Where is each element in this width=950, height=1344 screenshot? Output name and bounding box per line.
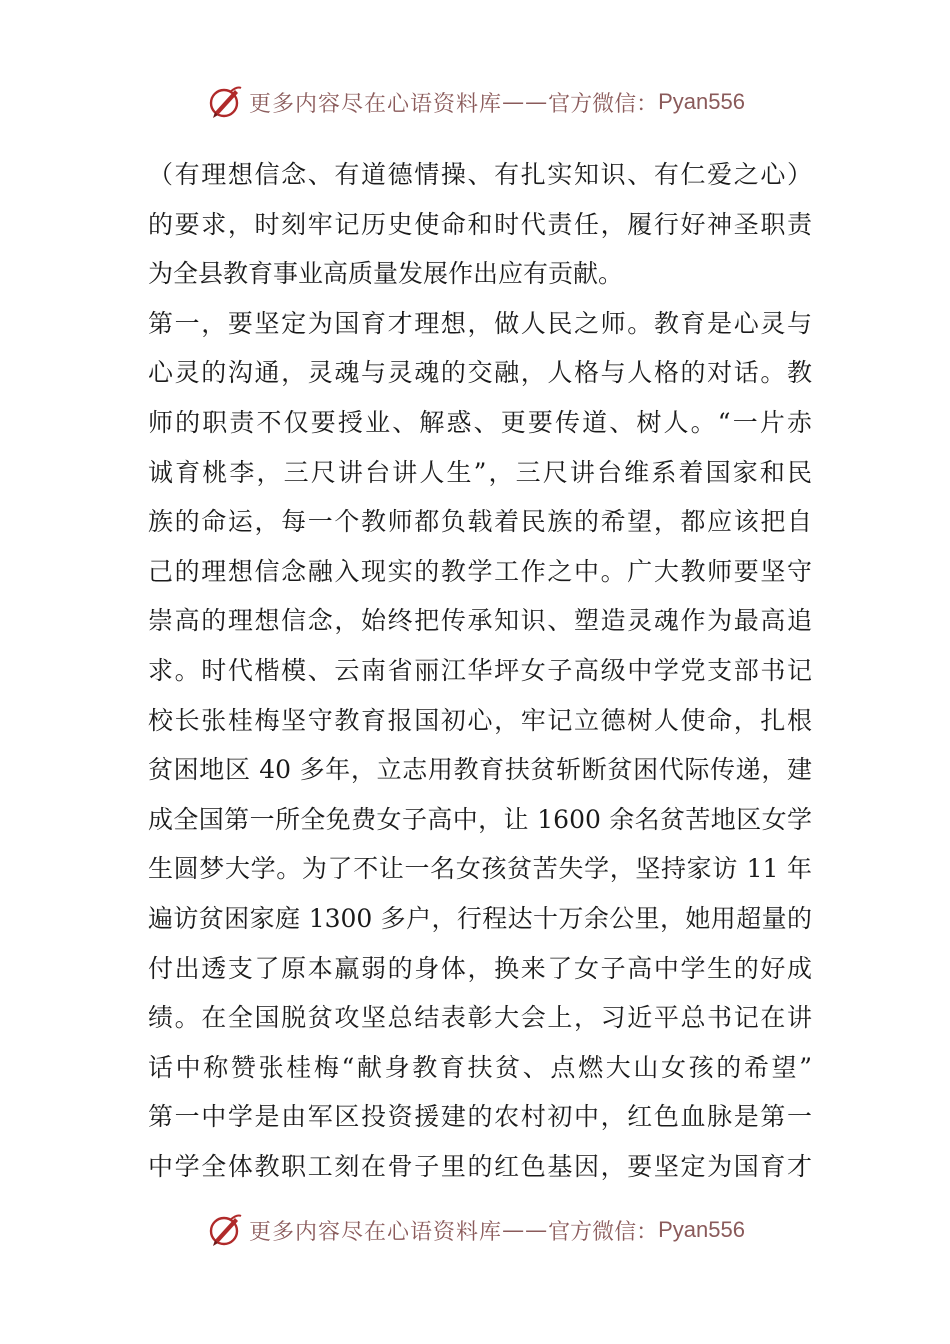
text-line: 心灵的沟通，灵魂与灵魂的交融，人格与人格的对话。教 — [148, 358, 812, 388]
header-watermark-banner — [0, 80, 950, 124]
text-line: 的要求，时刻牢记历史使命和时代责任，履行好神圣职责 — [148, 209, 812, 239]
banner-text: 更多内容尽在心语资料库 — [249, 1219, 503, 1245]
banner-suffix: 官方微信： — [548, 1219, 659, 1245]
footer-watermark-banner — [0, 1208, 950, 1252]
banner-wechat-id: Pyan556 — [658, 1217, 745, 1242]
banner-dash: —— — [502, 89, 549, 115]
text-line: 诚育桃李，三尺讲台讲人生”，三尺讲台维系着国家和民 — [148, 457, 812, 487]
text-line: （有理想信念、有道德情操、有扎实知识、有仁爱之心） — [148, 160, 812, 189]
pen-circle-logo-icon — [205, 1210, 245, 1250]
text-line: 贫困地区 40 多年，立志用教育扶贫斩断贫困代际传递，建 — [148, 755, 812, 785]
banner-dash: —— — [502, 1217, 549, 1243]
text-line: 族的命运，每一个教师都负载着民族的希望，都应该把自 — [148, 507, 812, 537]
pen-circle-logo-icon — [205, 82, 245, 122]
text-line: 为全县教育事业高质量发展作出应有贡献。 — [148, 259, 624, 289]
text-line: 第一中学是由军区投资援建的农村初中，红色血脉是第一 — [148, 1102, 812, 1132]
banner-wechat-id: Pyan556 — [658, 89, 745, 114]
text-line: 话中称赞张桂梅“献身教育扶贫、点燃大山女孩的希望” — [148, 1052, 812, 1082]
text-line: 己的理想信念融入现实的教学工作之中。广大教师要坚守 — [148, 556, 812, 586]
text-line: 付出透支了原本羸弱的身体，换来了女子高中学生的好成 — [148, 953, 812, 983]
banner-suffix: 官方微信： — [548, 91, 659, 117]
text-line: 校长张桂梅坚守教育报国初心，牢记立德树人使命，扎根 — [148, 705, 812, 735]
text-line: 中学全体教职工刻在骨子里的红色基因，要坚定为国育才 — [148, 1151, 812, 1181]
text-line: 成全国第一所全免费女子高中，让 1600 余名贫苦地区女学 — [148, 804, 812, 834]
text-line: 求。时代楷模、云南省丽江华坪女子高级中学党支部书记 — [148, 655, 812, 685]
text-line: 生圆梦大学。为了不让一名女孩贫苦失学，坚持家访 11 年 — [148, 854, 812, 884]
document-body — [148, 150, 812, 1191]
text-line: 师的职责不仅要授业、解惑、更要传道、树人。“一片赤 — [148, 407, 812, 437]
text-line: 遍访贫困家庭 1300 多户，行程达十万余公里，她用超量的 — [148, 903, 812, 933]
text-line: 绩。在全国脱贫攻坚总结表彰大会上，习近平总书记在讲 — [148, 1003, 812, 1033]
text-line: 第一，要坚定为国育才理想，做人民之师。教育是心灵与 — [148, 308, 812, 338]
banner-text: 更多内容尽在心语资料库 — [249, 91, 503, 117]
text-line: 崇高的理想信念，始终把传承知识、塑造灵魂作为最高追 — [148, 606, 812, 636]
